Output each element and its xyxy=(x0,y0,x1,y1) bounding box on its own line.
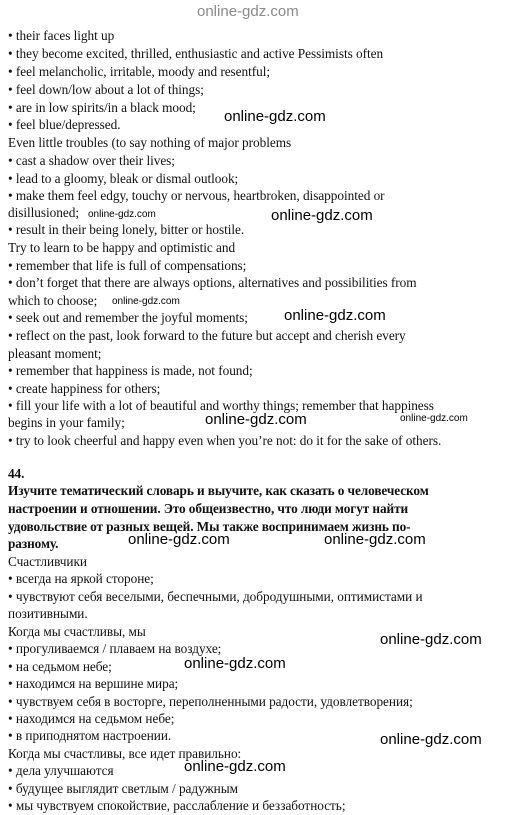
text-line: pleasant moment; xyxy=(8,346,102,361)
watermark: online-gdz.com xyxy=(88,209,156,220)
watermark: online-gdz.com xyxy=(271,207,373,224)
text-line: • feel melancholic, irritable, moody and resentful; xyxy=(8,64,271,79)
text-line: Even little troubles (to say nothing of major problems xyxy=(8,135,292,150)
text-line: • don’t forget that there are always options, alternatives and possibilities from xyxy=(8,275,417,290)
text-line: • чувствуют себя веселыми, беспечными, добродушными, оптимистами и xyxy=(8,589,423,604)
text-line: • seek out and remember the joyful moments; xyxy=(8,310,248,325)
watermark: online-gdz.com xyxy=(184,655,286,672)
text-line: • находимся на вершине мира; xyxy=(8,676,179,691)
text-line: • в приподнятом настроении. xyxy=(8,728,172,743)
text-line: • result in their being lonely, bitter or hostile. xyxy=(8,222,245,237)
watermark: online-gdz.com xyxy=(112,296,180,307)
text-line: Счастливчики xyxy=(8,554,87,569)
text-line: disillusioned; xyxy=(8,205,79,220)
watermark: online-gdz.com xyxy=(284,307,386,324)
text-line: позитивными. xyxy=(8,606,88,621)
text-line: • fill your life with a lot of beautiful and worthy things; remember that happiness xyxy=(8,398,434,413)
text-line: • remember that happiness is made, not found; xyxy=(8,363,253,378)
text-line: Когда мы счастливы, все идет правильно: xyxy=(8,746,242,761)
task-text: Изучите тематический словарь и выучите, как сказать о человеческом xyxy=(8,483,429,498)
text-line: • находимся на седьмом небе; xyxy=(8,711,175,726)
text-line: • будущее выглядит светлым / радужным xyxy=(8,781,238,796)
task-text: настроении и отношении. Это общеизвестно, что люди могут найти xyxy=(8,501,409,516)
watermark: online-gdz.com xyxy=(400,413,468,424)
watermark: online-gdz.com xyxy=(380,631,482,648)
text-line: • дела улучшаются xyxy=(8,763,114,778)
text-line: • make them feel edgy, touchy or nervous, heartbroken, disappointed or xyxy=(8,188,385,203)
watermark: online-gdz.com xyxy=(224,108,326,125)
text-line: • are in low spirits/in a black mood; xyxy=(8,100,196,115)
text-line: • remember that life is full of compensations; xyxy=(8,258,247,273)
text-line: • cast a shadow over their lives; xyxy=(8,153,175,168)
text-line: • reflect on the past, look forward to the future but accept and cherish every xyxy=(8,328,406,343)
text-line: • feel down/low about a lot of things; xyxy=(8,82,204,97)
text-line: • на седьмом небе; xyxy=(8,659,112,674)
text-line: • feel blue/depressed. xyxy=(8,117,121,132)
text-line: begins in your family; xyxy=(8,415,125,430)
text-line: • lead to a gloomy, bleak or dismal outlook; xyxy=(8,171,239,186)
watermark-top: online-gdz.com xyxy=(197,3,299,20)
text-line: • create happiness for others; xyxy=(8,381,161,396)
exercise-number: 44. xyxy=(8,466,25,481)
text-line: which to choose; xyxy=(8,293,98,308)
watermark: online-gdz.com xyxy=(324,531,426,548)
task-text: удовольствие от разных вещей. Мы также воспринимаем жизнь по- xyxy=(8,519,411,534)
text-line: • всегда на яркой стороне; xyxy=(8,571,154,586)
text-line: • they become excited, thrilled, enthusiastic and active Pessimists often xyxy=(8,46,384,61)
text-line: Когда мы счастливы, мы xyxy=(8,624,146,639)
task-text: разному. xyxy=(8,536,59,551)
watermark: online-gdz.com xyxy=(205,411,307,428)
text-line: • their faces light up xyxy=(8,28,115,43)
text-line: • чувствуем себя в восторге, переполненными радости, удовлетворения; xyxy=(8,694,413,709)
watermark: online-gdz.com xyxy=(184,758,286,775)
watermark: online-gdz.com xyxy=(380,731,482,748)
text-line: Try to learn to be happy and optimistic and xyxy=(8,240,236,255)
text-line: • try to look cheerful and happy even when you’re not: do it for the sake of others. xyxy=(8,433,442,448)
text-line: • мы чувствуем спокойствие, расслабление и беззаботность; xyxy=(8,798,346,813)
text-line: • прогуливаемся / плаваем на воздухе; xyxy=(8,641,222,656)
watermark: online-gdz.com xyxy=(128,531,230,548)
